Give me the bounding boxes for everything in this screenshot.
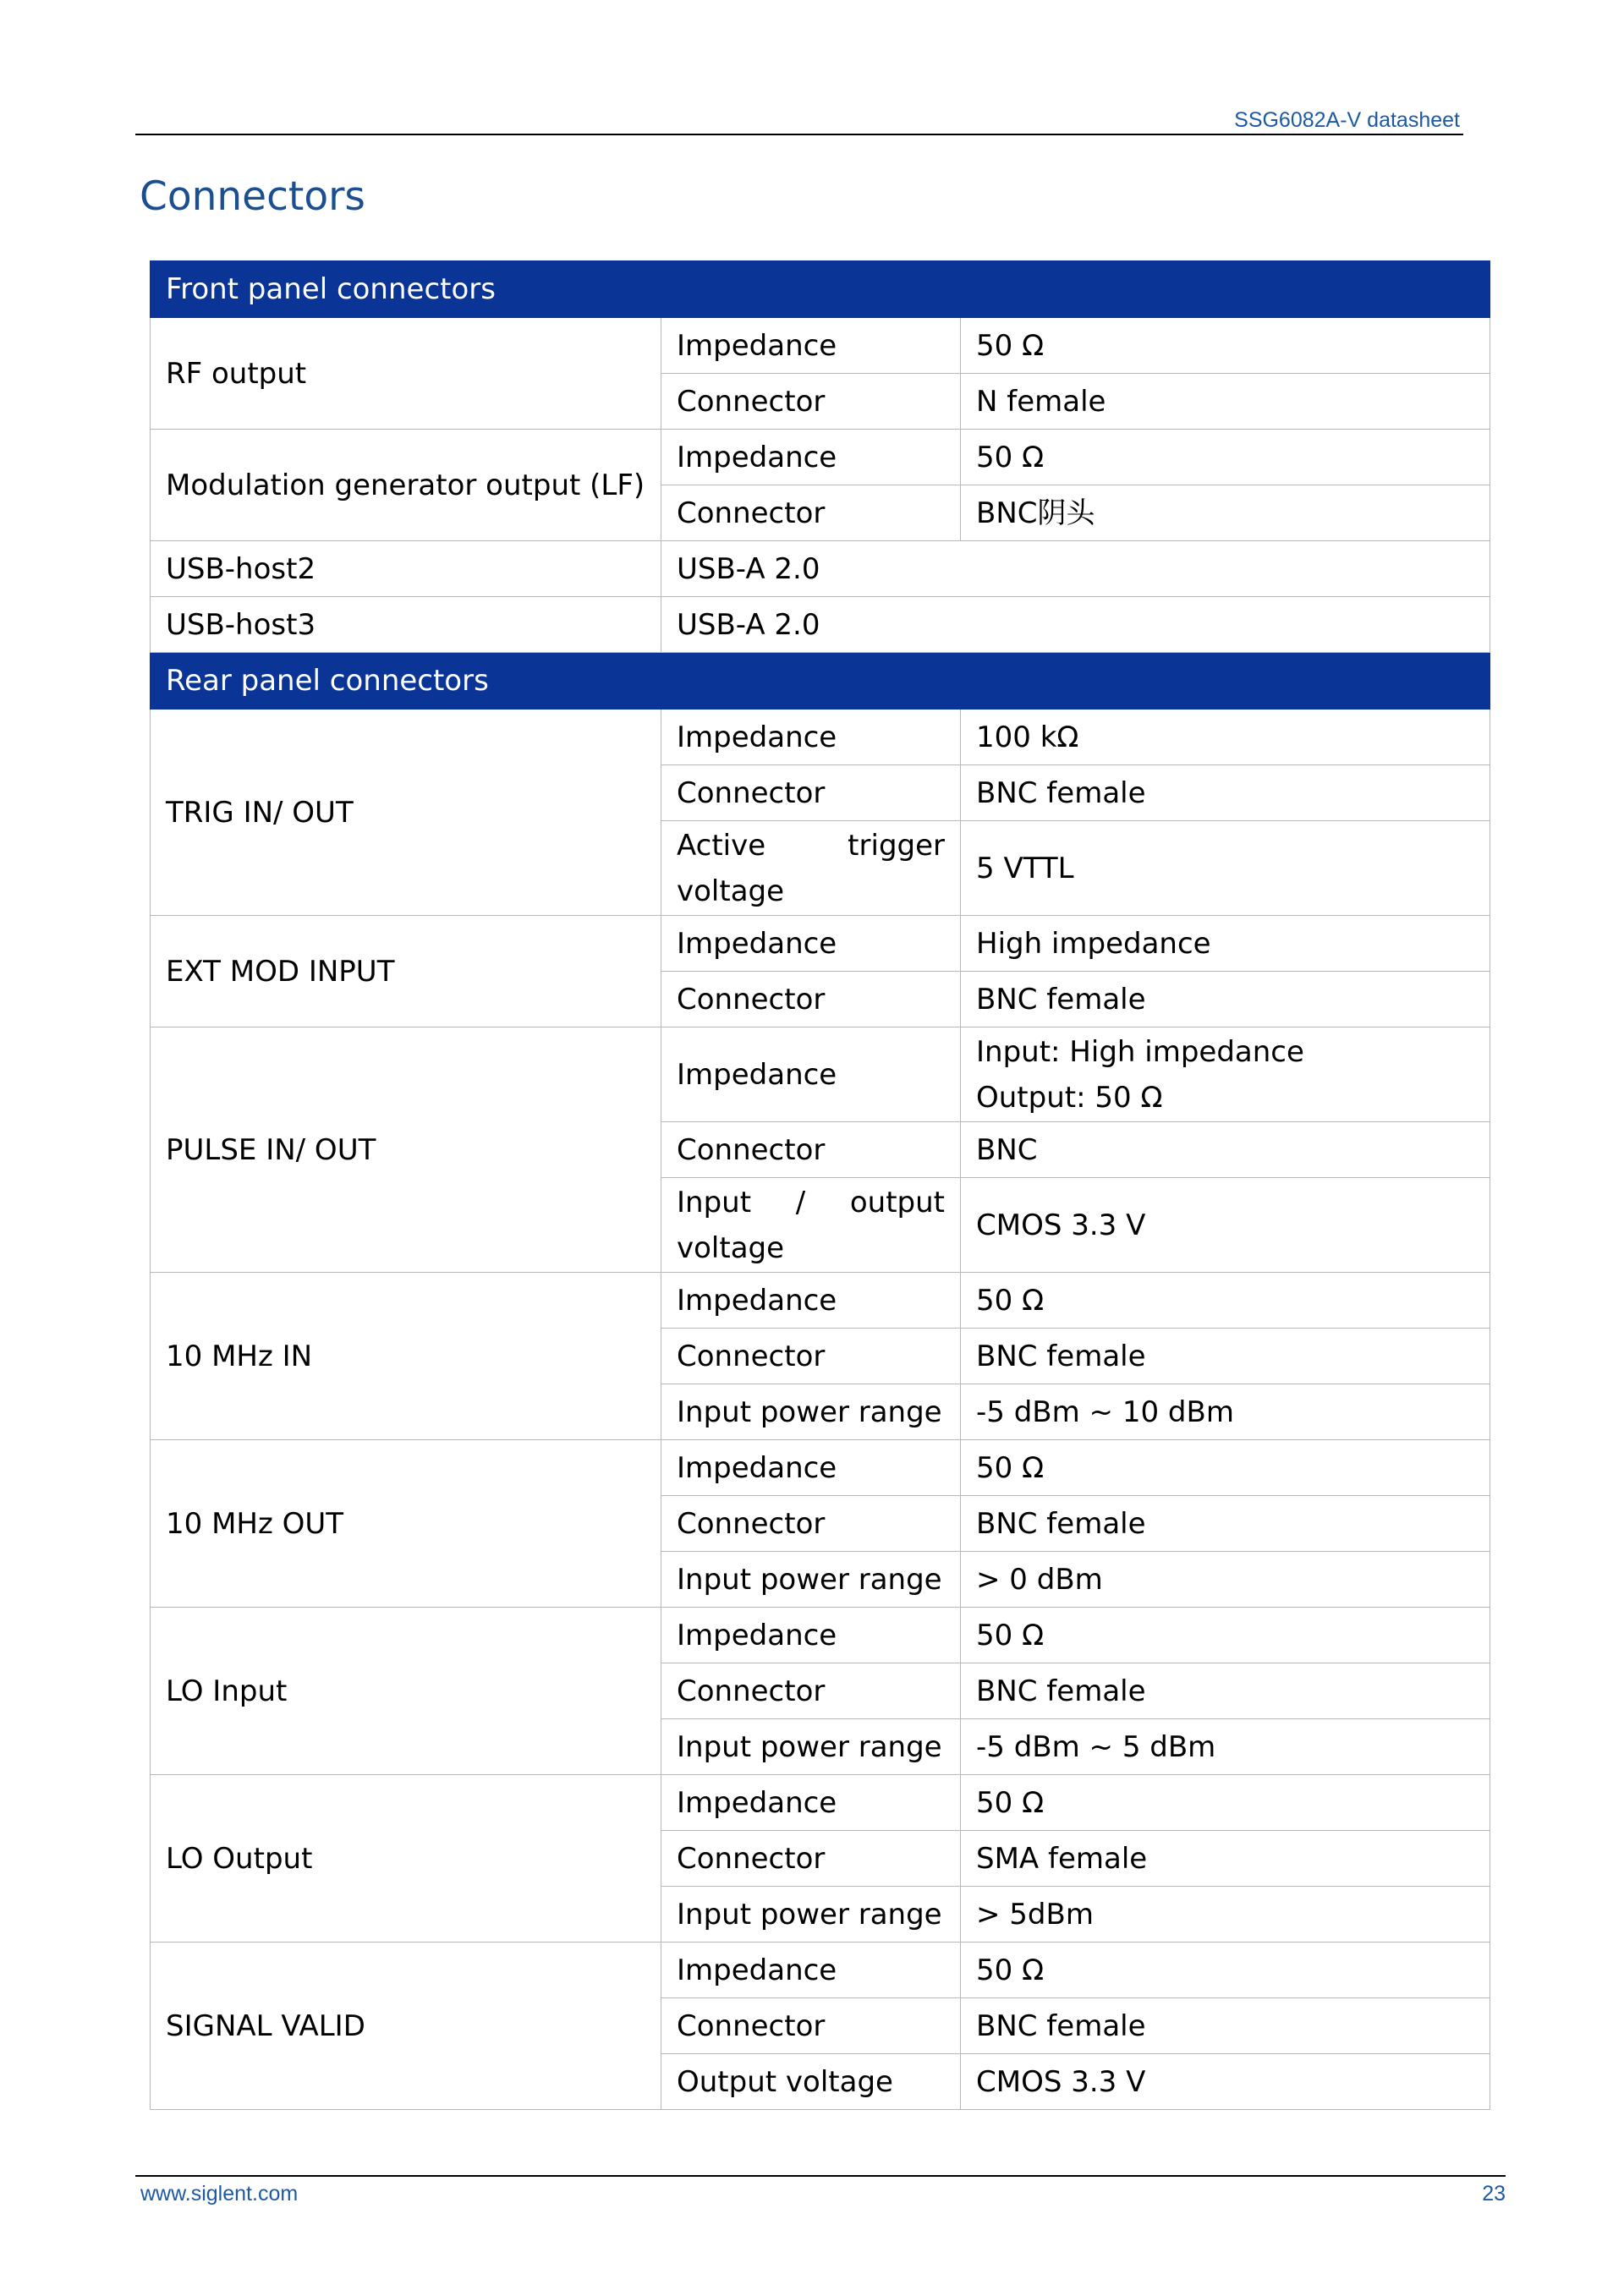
parameter-label: Impedance <box>661 1273 961 1329</box>
parameter-label: Connector <box>661 1122 961 1178</box>
connector-name: USB-host2 <box>151 541 661 597</box>
parameter-value: BNC female <box>961 1998 1490 2054</box>
parameter-label: Active trigger voltage <box>661 821 961 916</box>
connector-name: SIGNAL VALID <box>151 1943 661 2110</box>
parameter-value: CMOS 3.3 V <box>961 1178 1490 1273</box>
table-row <box>151 1943 1490 1998</box>
table-row <box>151 541 1490 597</box>
table-row <box>151 916 1490 972</box>
parameter-value: USB-A 2.0 <box>661 597 1490 653</box>
parameter-value: BNC <box>961 1122 1490 1178</box>
parameter-value: > 0 dBm <box>961 1552 1490 1608</box>
section-title: Rear panel connectors <box>151 653 1490 710</box>
table-row <box>151 1273 1490 1329</box>
parameter-label: Impedance <box>661 1943 961 1998</box>
parameter-value: 100 kΩ <box>961 710 1490 765</box>
page-number: 23 <box>1482 2182 1506 2206</box>
parameter-value: 50 Ω <box>961 1943 1490 1998</box>
parameter-value: > 5dBm <box>961 1887 1490 1943</box>
connector-name: PULSE IN/ OUT <box>151 1027 661 1273</box>
parameter-value: BNC female <box>961 972 1490 1027</box>
parameter-value: -5 dBm ~ 5 dBm <box>961 1719 1490 1775</box>
parameter-value: BNC阴头 <box>961 485 1490 541</box>
parameter-value: USB-A 2.0 <box>661 541 1490 597</box>
parameter-value: 5 VTTL <box>961 821 1490 916</box>
connector-name: Modulation generator output (LF) <box>151 430 661 541</box>
table-row <box>151 1027 1490 1122</box>
document-header-title: SSG6082A-V datasheet <box>1234 108 1460 132</box>
parameter-value: CMOS 3.3 V <box>961 2054 1490 2110</box>
table-row <box>151 710 1490 765</box>
parameter-value: N female <box>961 374 1490 430</box>
parameter-value: 50 Ω <box>961 1608 1490 1663</box>
parameter-label: Connector <box>661 485 961 541</box>
connector-name: EXT MOD INPUT <box>151 916 661 1027</box>
footer-divider <box>135 2175 1506 2177</box>
parameter-label: Connector <box>661 972 961 1027</box>
parameter-label: Connector <box>661 1496 961 1552</box>
connector-name: LO Input <box>151 1608 661 1775</box>
parameter-value: High impedance <box>961 916 1490 972</box>
parameter-label: Input power range <box>661 1384 961 1440</box>
parameter-label: Impedance <box>661 318 961 374</box>
parameter-value <box>961 1027 1490 1122</box>
parameter-value: 50 Ω <box>961 1273 1490 1329</box>
table-row <box>151 318 1490 374</box>
parameter-label: Impedance <box>661 1027 961 1122</box>
connector-name: 10 MHz OUT <box>151 1440 661 1608</box>
parameter-label: Connector <box>661 765 961 821</box>
parameter-value: 50 Ω <box>961 318 1490 374</box>
connector-name: LO Output <box>151 1775 661 1943</box>
footer-website-link[interactable]: www.siglent.com <box>140 2182 299 2206</box>
table-row <box>151 1440 1490 1496</box>
header-divider <box>135 134 1463 135</box>
section-header-row <box>151 261 1490 318</box>
parameter-value: BNC female <box>961 1663 1490 1719</box>
parameter-label: Input power range <box>661 1719 961 1775</box>
table-row <box>151 1775 1490 1831</box>
parameter-label: Impedance <box>661 710 961 765</box>
connector-name: USB-host3 <box>151 597 661 653</box>
section-header-row <box>151 653 1490 710</box>
parameter-label: Impedance <box>661 916 961 972</box>
parameter-value: 50 Ω <box>961 1440 1490 1496</box>
parameter-value: 50 Ω <box>961 1775 1490 1831</box>
parameter-label: Connector <box>661 374 961 430</box>
parameter-label: Impedance <box>661 1608 961 1663</box>
parameter-value-line: Output: 50 Ω <box>976 1080 1163 1115</box>
parameter-value: BNC female <box>961 1496 1490 1552</box>
parameter-label: Output voltage <box>661 2054 961 2110</box>
parameter-label: Connector <box>661 1329 961 1384</box>
parameter-value: BNC female <box>961 1329 1490 1384</box>
connector-name: RF output <box>151 318 661 430</box>
parameter-label: Input / output voltage <box>661 1178 961 1273</box>
parameter-label: Input power range <box>661 1887 961 1943</box>
parameter-label: Connector <box>661 1998 961 2054</box>
connector-name: TRIG IN/ OUT <box>151 710 661 916</box>
parameter-value: 50 Ω <box>961 430 1490 485</box>
table-row <box>151 430 1490 485</box>
parameter-label: Connector <box>661 1663 961 1719</box>
connector-name: 10 MHz IN <box>151 1273 661 1440</box>
parameter-value: BNC female <box>961 765 1490 821</box>
parameter-label: Impedance <box>661 430 961 485</box>
parameter-label: Impedance <box>661 1440 961 1496</box>
parameter-label: Impedance <box>661 1775 961 1831</box>
parameter-label: Connector <box>661 1831 961 1887</box>
parameter-value-line: Input: High impedance <box>976 1034 1304 1069</box>
parameter-label: Input power range <box>661 1552 961 1608</box>
table-row <box>151 1608 1490 1663</box>
parameter-value: -5 dBm ~ 10 dBm <box>961 1384 1490 1440</box>
table-row <box>151 597 1490 653</box>
connectors-table <box>150 260 1490 2110</box>
parameter-value: SMA female <box>961 1831 1490 1887</box>
page-title: Connectors <box>140 173 365 220</box>
section-title: Front panel connectors <box>151 261 1490 318</box>
